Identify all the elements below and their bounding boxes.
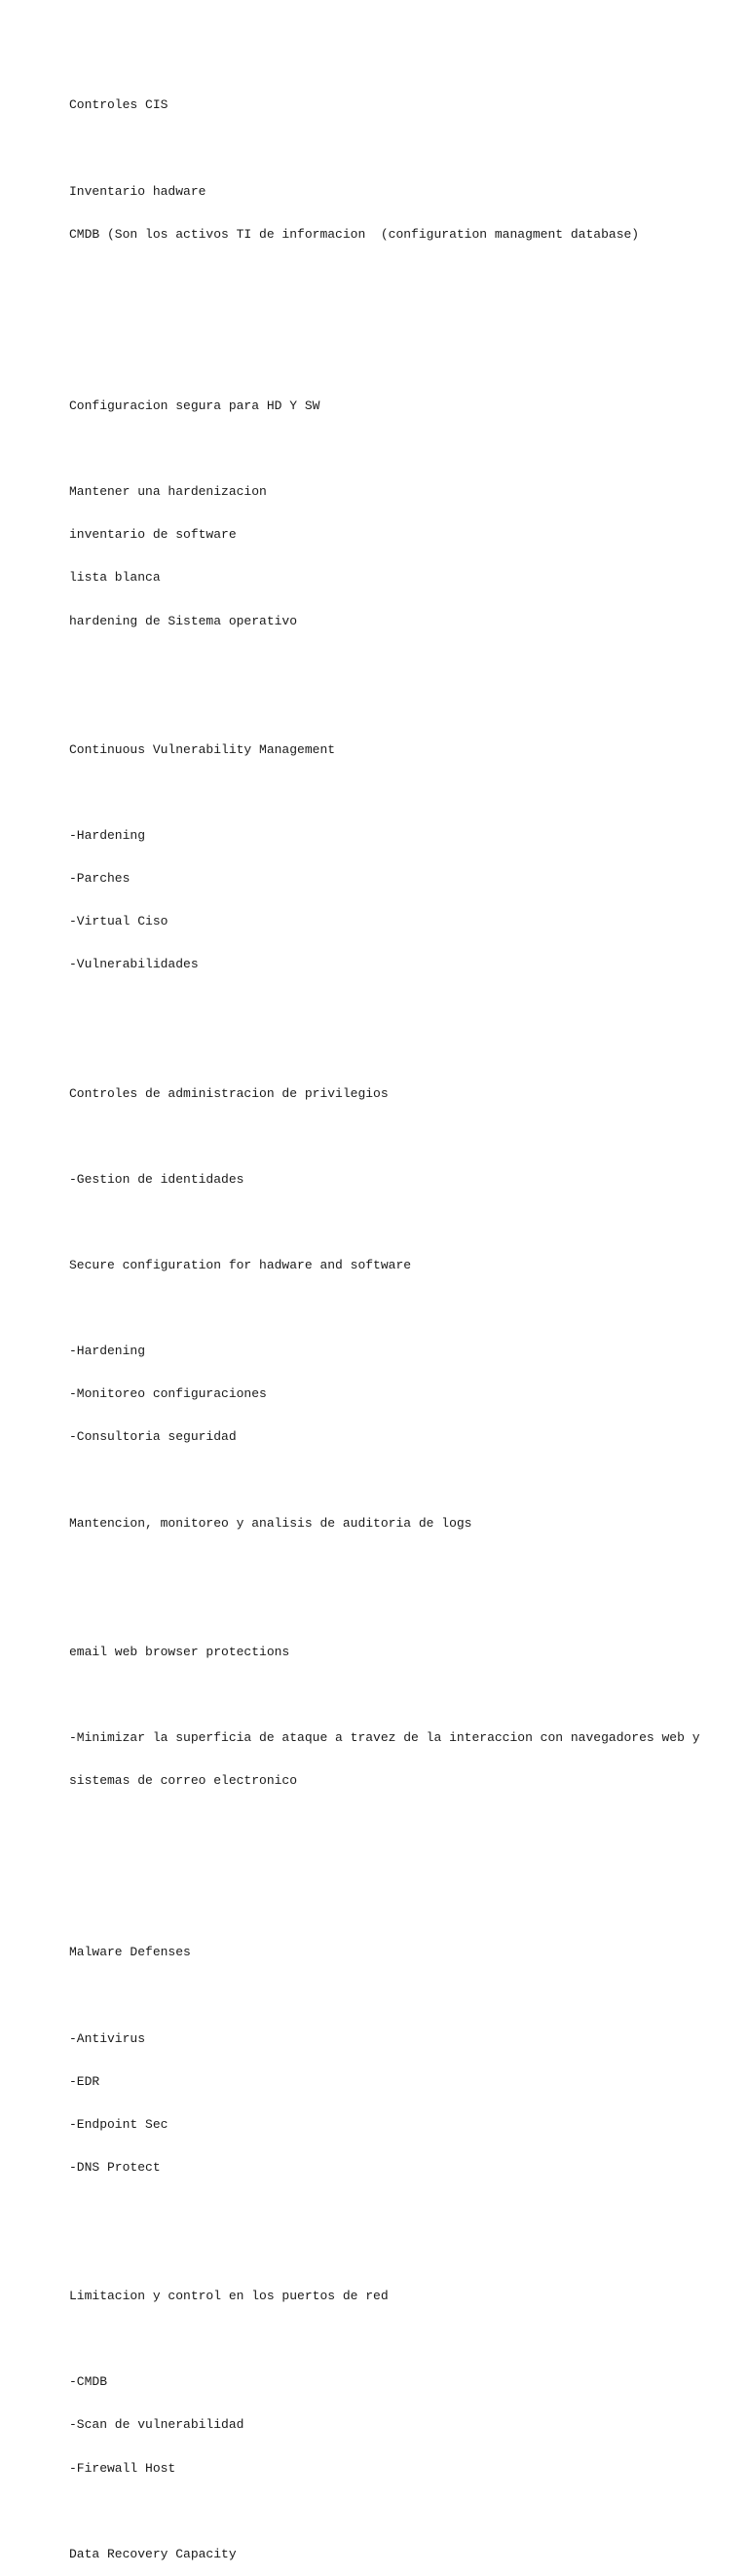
document-body: [69, 70, 731, 2576]
list-item: -Virtual Ciso: [69, 914, 168, 929]
blank-line: [69, 142, 731, 157]
section-heading: Secure configuration for hadware and software: [69, 1257, 412, 1272]
blank-line: [69, 1043, 731, 1058]
text-line: Mantener una hardenizacion: [69, 484, 267, 500]
text-line: CMDB (Son los activos TI de informacion (configuration managment database): [69, 226, 640, 242]
blank-line: [69, 442, 731, 457]
list-item: -CMDB: [69, 2374, 108, 2390]
list-item: -Parches: [69, 871, 131, 887]
text-line: hardening de Sistema operativo: [69, 613, 298, 628]
blank-line: [69, 1603, 731, 1617]
list-item: -Minimizar la superficia de ataque a travez de la interaccion con navegadores web y: [69, 1729, 700, 1745]
blank-line: [69, 2247, 731, 2261]
list-item: -Scan de vulnerabilidad: [69, 2417, 244, 2433]
blank-line: [69, 2204, 731, 2218]
blank-line: [69, 701, 731, 715]
blank-line: [69, 1473, 731, 1488]
blank-line: [69, 314, 731, 328]
blank-line: [69, 658, 731, 672]
blank-line: [69, 2505, 731, 2519]
section-heading: Malware Defenses: [69, 1945, 191, 1960]
section-heading: email web browser protections: [69, 1644, 290, 1659]
blank-line: [69, 1560, 731, 1574]
blank-line: [69, 1817, 731, 1832]
blank-line: [69, 357, 731, 371]
list-item: -EDR: [69, 2073, 100, 2089]
blank-line: [69, 2332, 731, 2347]
list-item: -Endpoint Sec: [69, 2116, 168, 2132]
list-item: -Hardening: [69, 1344, 146, 1359]
blank-line: [69, 1688, 731, 1703]
section-heading: Configuracion segura para HD Y SW: [69, 398, 320, 414]
section-heading: Controles de administracion de privilegios: [69, 1085, 389, 1101]
blank-line: [69, 271, 731, 285]
blank-line: [69, 1216, 731, 1231]
text-line: inventario de software: [69, 527, 237, 543]
list-item: -Gestion de identidades: [69, 1171, 244, 1187]
list-item: -Firewall Host: [69, 2460, 176, 2476]
list-item: -Hardening: [69, 828, 146, 843]
list-item: -Vulnerabilidades: [69, 957, 199, 972]
blank-line: [69, 1989, 731, 2004]
blank-line: [69, 1001, 731, 1015]
list-item: -Antivirus: [69, 2030, 146, 2046]
section-heading: Inventario hadware: [69, 183, 206, 199]
blank-line: [69, 1302, 731, 1316]
section-heading: Limitacion y control en los puertos de red: [69, 2289, 389, 2304]
blank-line: [69, 1860, 731, 1875]
section-heading: Continuous Vulnerability Management: [69, 741, 336, 757]
doc-title: Controles CIS: [69, 97, 168, 113]
list-item: -DNS Protect: [69, 2159, 161, 2175]
blank-line: [69, 1903, 731, 1917]
section-heading: Data Recovery Capacity: [69, 2546, 237, 2561]
text-line: lista blanca: [69, 570, 161, 586]
text-line: sistemas de correo electronico: [69, 1773, 298, 1789]
list-item: -Monitoreo configuraciones: [69, 1386, 267, 1402]
list-item: -Consultoria seguridad: [69, 1429, 237, 1445]
blank-line: [69, 1130, 731, 1145]
section-heading: Mantencion, monitoreo y analisis de auditoria de logs: [69, 1515, 472, 1531]
blank-line: [69, 786, 731, 801]
